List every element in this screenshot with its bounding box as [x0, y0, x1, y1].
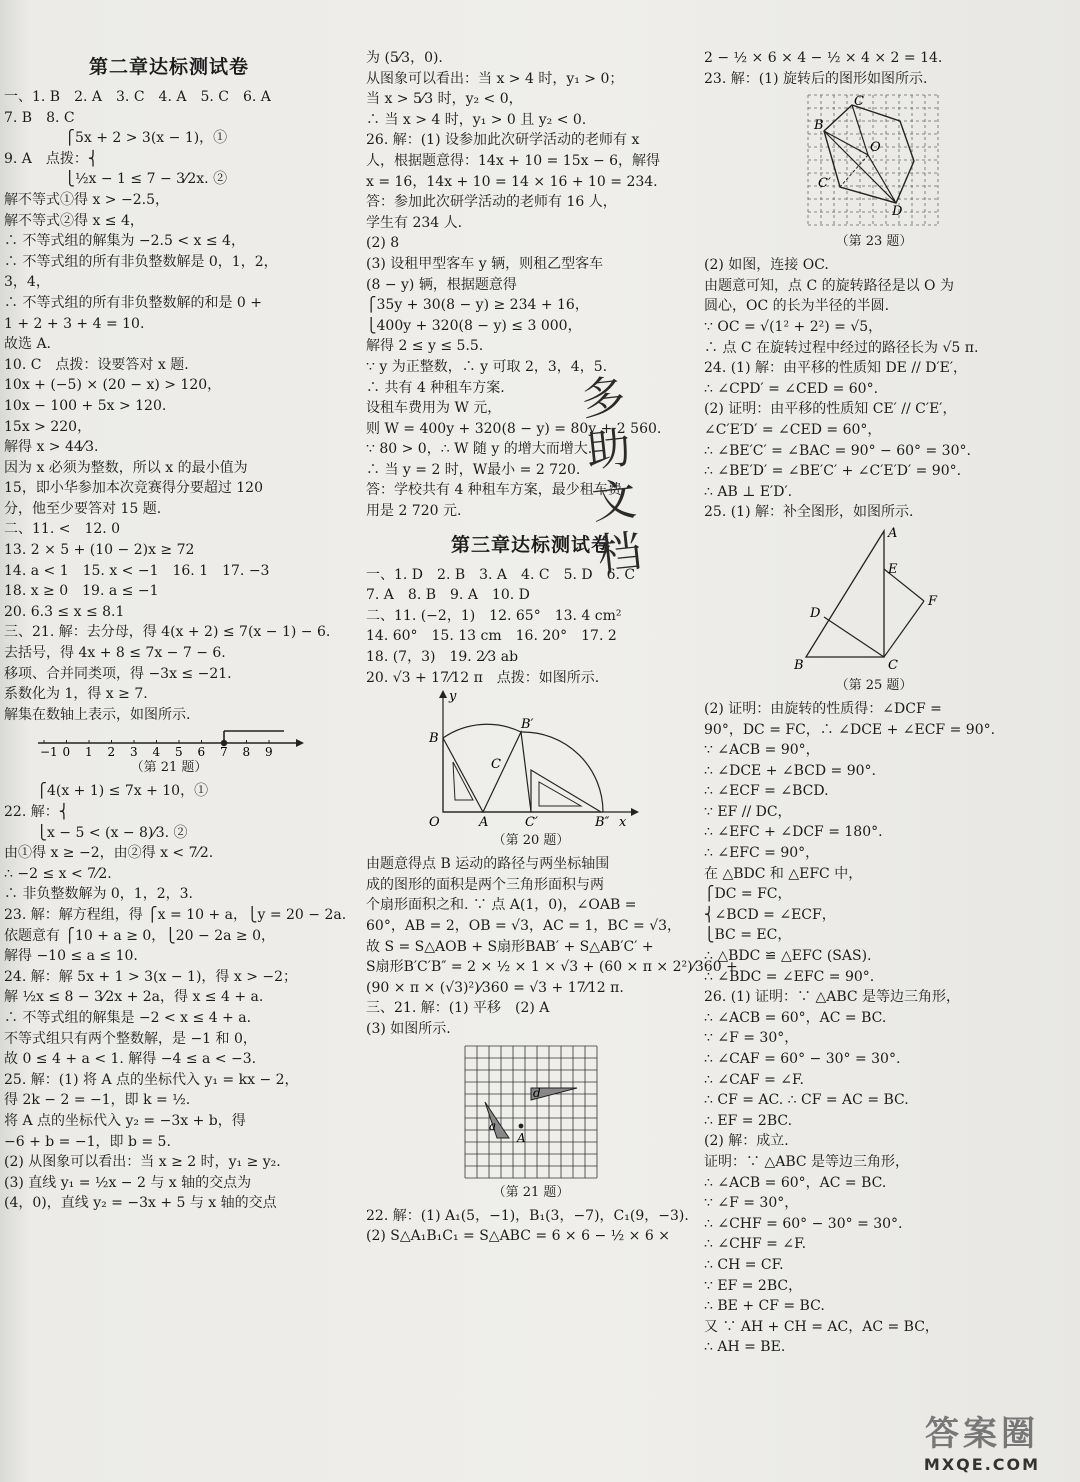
text-line: 故选 A. — [4, 336, 52, 353]
text-line: 22. 解：(1) A₁(5，−1)，B₁(3，−7)，C₁(9，−3). — [366, 1207, 689, 1224]
text-line: 学生有 234 人. — [366, 214, 463, 231]
column-2 — [366, 48, 738, 1247]
text-line: ⎩BC = EC， — [704, 927, 792, 944]
text-line: 解得 2 ≤ y ≤ 5.5. — [366, 338, 484, 355]
text-line: 7. A 8. B 9. A 10. D — [366, 587, 530, 604]
watermark-url: MXQE.COM — [923, 1455, 1041, 1474]
number-line-figure — [34, 727, 304, 757]
text-line: 依题意有 ⎧10 + a ≥ 0，⎩20 − 2a ≥ 0， — [4, 927, 276, 944]
text-line: 14. 60° 15. 13 cm 16. 20° 17. 2 — [366, 628, 617, 645]
text-line: 26. (1) 证明：∵ △ABC 是等边三角形， — [704, 989, 961, 1006]
text-line: 20. 6.3 ≤ x ≤ 8.1 — [4, 603, 125, 620]
text-line: 23. 解：解方程组，得 ⎧x = 10 + a，⎩y = 20 − 2a. — [4, 906, 347, 923]
fig21b-caption: （第 21 题） — [492, 1184, 570, 1200]
text-line: ∴ ∠EFC = 90°， — [704, 845, 820, 862]
label-o: O — [429, 815, 440, 831]
text-line: 10. C 点拨：设要答对 x 题. — [4, 356, 189, 373]
text-line: 10x − 100 + 5x > 120. — [4, 397, 167, 414]
text-line: 60°，AB = 2，OB = √3，AC = 1，BC = √3， — [366, 918, 682, 934]
numberline-tick-label: 8 — [242, 745, 251, 758]
fig23-caption: （第 23 题） — [835, 234, 913, 250]
numberline-tick-label: 4 — [152, 745, 161, 758]
text-line: 用是 2 720 元. — [366, 503, 462, 520]
text-line: 从图象可以看出：当 x > 4 时，y₁ > 0； — [366, 70, 624, 87]
text-line: ∵ EF // DC， — [704, 803, 792, 820]
text-line: 1 + 2 + 3 + 4 = 10. — [4, 315, 145, 332]
text-line: 故 S = S△AOB + S扇形BAB′ + S△AB′C′ + — [366, 938, 654, 955]
numberline-tick-label: 2 — [107, 745, 116, 758]
text-line: (4，0)，直线 y₂ = −3x + 5 与 x 轴的交点 — [4, 1195, 277, 1212]
label-x-axis: x — [619, 815, 627, 831]
fig25-label-c: C — [888, 657, 898, 673]
text-line: 25. 解：(1) 将 A 点的坐标代入 y₁ = kx − 2， — [4, 1071, 299, 1088]
text-line: 解 ½x ≤ 8 − 3⁄2x + 2a，得 x ≤ 4 + a. — [4, 989, 264, 1006]
fig23-label-d: D — [892, 204, 903, 220]
column-1 — [4, 48, 347, 1214]
text-line: 系数化为 1，得 x ≥ 7. — [4, 686, 148, 703]
label-b-prime: B′ — [521, 717, 534, 733]
fig21-grid — [461, 1042, 601, 1182]
text-line: ∵ ∠ACB = 90°， — [704, 742, 820, 759]
text-line: ⎩½x − 1 ≤ 7 − 3⁄2x. ② — [4, 171, 228, 188]
text-line: 二、11. (−2，1) 12. 65° 13. 4 cm² — [366, 607, 622, 624]
text-line: 22. 解：⎨ — [4, 804, 70, 820]
text-line: 23. 解：(1) 旋转后的图形如图所示. — [704, 70, 928, 87]
text-line: 9. A 点拨：⎨ — [4, 150, 99, 167]
text-line: ∴ 不等式组的所有非负整数解的和是 0 + — [4, 294, 262, 311]
fig25-label-f: F — [928, 593, 938, 609]
text-line: ∴ CF = AC. ∴ CF = AC = BC. — [704, 1092, 909, 1109]
text-line: ∴ 不等式组的所有非负整数解是 0，1，2， — [4, 253, 278, 270]
chapter-2-title: 第二章达标测试卷 — [88, 56, 249, 78]
col1-text-block — [4, 87, 334, 725]
fig23-label-c: C — [854, 94, 864, 110]
fig25-diagram — [794, 525, 954, 675]
fig25-label-a: A — [888, 525, 898, 541]
text-line: 设租车费用为 W 元， — [366, 400, 502, 417]
text-line: (2) S△A₁B₁C₁ = S△ABC = 6 × 6 − ½ × 6 × — [366, 1228, 670, 1245]
text-line: 一、1. D 2. B 3. A 4. C 5. D 6. C — [366, 566, 636, 583]
text-line: ∴ ∠ACB = 60°，AC = BC. — [704, 1174, 887, 1191]
fig21-label-a: A — [517, 1130, 526, 1145]
text-line: ∴ 当 x > 4 时，y₁ > 0 且 y₂ < 0. — [366, 111, 587, 128]
text-line: 26. 解：(1) 设参加此次研学活动的老师有 x — [366, 132, 640, 149]
text-line: (2) 如图，连接 OC. — [704, 257, 829, 274]
text-line: 证明：∵ △ABC 是等边三角形， — [704, 1153, 910, 1170]
text-line: 解不等式①得 x > −2.5， — [4, 191, 169, 208]
text-line: (2) 证明：由平移的性质知 CE′ // C′E′， — [704, 401, 957, 418]
text-line: 答：参加此次研学活动的老师有 16 人， — [366, 194, 617, 211]
text-line: 14. a < 1 15. x < −1 16. 1 17. −3 — [4, 562, 270, 579]
text-line: 15，即小华参加本次竞赛得分要超过 120 — [4, 480, 263, 497]
text-line: 得 2k − 2 = −1，即 k = ½. — [4, 1092, 191, 1109]
col3-text-block-3 — [704, 699, 1044, 1358]
text-line: 去括号，得 4x + 8 ≤ 7x − 7 − 6. — [4, 645, 226, 662]
text-line: ∴ EF = 2BC. — [704, 1112, 793, 1129]
text-line: ∴ ∠BE′C′ = ∠BAC = 90° − 60° = 30°. — [704, 442, 971, 459]
text-line: ∵ 80 > 0，∴ W 随 y 的增大而增大. — [366, 441, 593, 458]
text-line: ∴ 不等式组的解集为 −2.5 < x ≤ 4， — [4, 233, 245, 250]
fig21-label-d: d — [533, 1085, 541, 1100]
text-line: ∴ AH = BE. — [704, 1339, 786, 1356]
text-line: (2) 从图象可以看出：当 x ≥ 2 时，y₁ ≥ y₂. — [4, 1154, 281, 1171]
text-line: ∵ ∠F = 30°， — [704, 1030, 799, 1047]
text-line: 为 (5⁄3，0). — [366, 50, 443, 66]
text-line: 2 − ½ × 6 × 4 − ½ × 4 × 2 = 14. — [704, 50, 943, 66]
text-line: ∴ ∠ACB = 60°，AC = BC. — [704, 1009, 887, 1026]
fig23-label-b: B — [814, 118, 824, 134]
text-line: 24. (1) 解：由平移的性质知 DE // D′E′， — [704, 360, 968, 377]
numberline-tick-label: 0 — [62, 745, 71, 758]
fig25-caption: （第 25 题） — [835, 677, 913, 693]
text-line: 个扇形面积之和. ∵ 点 A(1，0)，∠OAB = — [366, 897, 637, 914]
fig23-grid — [804, 91, 944, 231]
text-line: 圆心，OC 的长为半径的半圆. — [704, 298, 890, 315]
numberline-tick-label: 7 — [220, 745, 228, 758]
text-line: 故 0 ≤ 4 + a < 1. 解得 −4 ≤ a < −3. — [4, 1051, 257, 1068]
fig20-diagram — [421, 690, 641, 830]
col2-text-block-4 — [366, 1206, 696, 1247]
label-b: B — [429, 731, 439, 747]
text-line: ⎧35y + 30(8 − y) ≥ 234 + 16， — [366, 297, 589, 314]
text-line: ∴ 非负整数解为 0，1，2，3. — [4, 886, 193, 903]
label-b-dprime: B″ — [595, 815, 610, 831]
text-line: 由①得 x ≥ −2，由②得 x < 7⁄2. — [4, 845, 214, 862]
text-line: 解得 x > 44⁄3. — [4, 439, 99, 456]
label-c-prime: C′ — [525, 815, 538, 831]
text-line: ∴ ∠CHF = 60° − 30° = 30°. — [704, 1215, 903, 1232]
watermark-logo-text: 答案圈 — [925, 1414, 1039, 1454]
text-line: 则 W = 400y + 320(8 − y) = 80y + 2 560. — [366, 420, 662, 437]
text-line: 分，他至少要答对 15 题. — [4, 500, 162, 517]
text-line: 成的图形的面积是两个三角形面积与两 — [366, 876, 604, 893]
text-line: 24. 解：解 5x + 1 > 3(x − 1)，得 x > −2； — [4, 968, 298, 985]
text-line: 解得 −10 ≤ a ≤ 10. — [4, 948, 138, 965]
fig25-label-d: D — [810, 605, 821, 621]
fig23-label-c-prime: C′ — [818, 176, 831, 192]
text-line: 由题意得点 B 运动的路径与两坐标轴围 — [366, 856, 610, 873]
fig21-caption: （第 21 题） — [130, 760, 208, 776]
text-line: 由题意可知，点 C 的旋转路径是以 O 为 — [704, 277, 954, 294]
col2-text-block-3 — [366, 854, 738, 1039]
text-line: ∴ ∠DCE + ∠BCD = 90°. — [704, 762, 876, 779]
text-line: ∴ AB ⊥ E′D′. — [704, 483, 793, 500]
text-line: 3，4， — [4, 274, 50, 291]
text-line: (3) 如图所示. — [366, 1020, 451, 1037]
text-line: 因为 x 必须为整数，所以 x 的最小值为 — [4, 459, 248, 476]
text-line: ∴ ∠ECF = ∠BCD. — [704, 783, 829, 800]
text-line: ∴ 当 y = 2 时，W最小 = 2 720. — [366, 461, 581, 478]
fig25-label-e: E — [888, 561, 898, 577]
text-line: (90 × π × (√3)²)⁄360 = √3 + 17⁄12 π. — [366, 979, 624, 996]
label-y-axis: y — [449, 690, 457, 705]
numberline-tick-label: 6 — [197, 745, 206, 758]
text-line: ⎨∠BCD = ∠ECF， — [704, 906, 836, 923]
fig25-label-b: B — [794, 657, 804, 673]
col3-text-block-2 — [704, 255, 1044, 523]
text-line: 又 ∵ AH + CH = AC，AC = BC， — [704, 1318, 939, 1335]
handwritten-annotation: 多 助 文 档 — [578, 370, 645, 582]
text-line: ∴ BE + CF = BC. — [704, 1298, 825, 1315]
text-line: 在 △BDC 和 △EFC 中， — [704, 865, 863, 882]
chapter-3-title: 第三章达标测试卷 — [450, 533, 611, 556]
text-line: ∵ y 为正整数，∴ y 可取 2，3，4，5. — [366, 358, 608, 375]
text-line: 不等式组只有两个整数解，是 −1 和 0， — [4, 1030, 257, 1047]
col1-text-block-2 — [4, 781, 347, 1213]
text-line: ∴ ∠BE′D′ = ∠BE′C′ + ∠C′E′D′ = 90°. — [704, 463, 962, 480]
col3-text-block — [704, 48, 1044, 89]
text-line: 18. x ≥ 0 19. a ≤ −1 — [4, 583, 159, 600]
label-a: A — [479, 815, 489, 831]
text-line: ∠C′E′D′ = ∠CED = 60°， — [704, 421, 882, 438]
text-line: 答：学校共有 4 种租车方案，最少租车费 — [366, 482, 622, 499]
text-line: 三、21. 解：去分母，得 4(x + 2) ≤ 7(x − 1) − 6. — [4, 624, 331, 641]
text-line: S扇形B′C′B″ = 2 × ½ × 1 × √3 + (60 × π × 2²)⁄360 + — [366, 959, 738, 976]
text-line: ⎩x − 5 < (x − 8)⁄3. ② — [4, 824, 188, 841]
text-line: ∴ △BDC ≌ △EFC (SAS). — [704, 948, 872, 965]
text-line: 将 A 点的坐标代入 y₂ = −3x + b，得 — [4, 1112, 246, 1129]
text-line: ∴ 不等式组的解集是 −2 < x ≤ 4 + a. — [4, 1009, 252, 1026]
text-line: 13. 2 × 5 + (10 − 2)x ≥ 72 — [4, 542, 195, 559]
text-line: ⎧5x + 2 > 3(x − 1)，① — [4, 130, 228, 147]
text-line: ∴ ∠CAF = 60° − 30° = 30°. — [704, 1051, 901, 1067]
text-line: 25. (1) 解：补全图形，如图所示. — [704, 504, 914, 521]
numberline-tick-label: −1 — [40, 745, 58, 758]
text-line: ∴ ∠BDC = ∠EFC = 90°. — [704, 968, 875, 985]
text-line: 一、1. B 2. A 3. C 4. A 5. C 6. A — [4, 89, 271, 105]
text-line: ∴ ∠CHF = ∠F. — [704, 1236, 807, 1253]
text-line: ∴ −2 ≤ x < 7⁄2. — [4, 865, 112, 882]
text-line: ∴ ∠CPD′ = ∠CED = 60°. — [704, 380, 879, 397]
text-line: ∴ 点 C 在旋转过程中经过的路径长为 √5 π. — [704, 339, 979, 356]
numberline-tick-label: 3 — [130, 745, 138, 758]
text-line: 解集在数轴上表示，如图所示. — [4, 706, 191, 723]
text-line: ⎧4(x + 1) ≤ 7x + 10，① — [4, 783, 209, 800]
numberline-tick-label: 9 — [265, 745, 273, 758]
text-line: 移项、合并同类项，得 −3x ≤ −21. — [4, 665, 232, 682]
text-line: 90°，DC = FC，∴ ∠DCE + ∠ECF = 90°. — [704, 721, 996, 738]
text-line: ∵ OC = √(1² + 2²) = √5， — [704, 318, 883, 335]
fig23-label-o: O — [870, 140, 881, 156]
text-line: ∴ 共有 4 种租车方案. — [366, 379, 505, 396]
text-line: 10x + (−5) × (20 − x) > 120， — [4, 377, 222, 394]
text-line: ∴ ∠EFC + ∠DCF = 180°. — [704, 824, 883, 841]
text-line: ∴ ∠CAF = ∠F. — [704, 1071, 804, 1088]
text-line: 18. (7，3) 19. 2⁄3 ab — [366, 649, 519, 666]
text-line: −6 + b = −1，即 b = 5. — [4, 1133, 171, 1150]
label-c: C — [491, 757, 501, 773]
text-line: 7. B 8. C — [4, 109, 75, 126]
text-line: x = 16，14x + 10 = 14 × 16 + 10 = 234. — [366, 173, 658, 190]
fig20-caption: （第 20 题） — [492, 833, 570, 849]
numberline-tick-label: 5 — [175, 745, 183, 758]
site-watermark — [902, 1406, 1062, 1474]
text-line: ∵ ∠F = 30°， — [704, 1195, 799, 1212]
text-line: 20. √3 + 17⁄12 π 点拨：如图所示. — [366, 669, 600, 686]
text-line: 15x > 220， — [4, 418, 92, 435]
text-line: ⎩400y + 320(8 − y) ≤ 3 000， — [366, 317, 582, 334]
text-line: 三、21. 解：(1) 平移 (2) A — [366, 1000, 550, 1017]
text-line: 人，根据题意得：14x + 10 = 15x − 6，解得 — [366, 152, 661, 169]
text-line: (8 − y) 辆，根据题意得 — [366, 276, 517, 293]
text-line: (2) 8 — [366, 235, 400, 252]
numberline-tick-label: 1 — [85, 745, 93, 758]
text-line: ∴ CH = CF. — [704, 1256, 784, 1273]
text-line: 二、11. < 12. 0 — [4, 521, 121, 538]
column-3 — [704, 48, 1044, 1358]
text-line: 当 x > 5⁄3 时，y₂ < 0， — [366, 91, 523, 108]
text-line: (3) 设租甲型客车 y 辆，则租乙型客车 — [366, 255, 604, 272]
text-line: ⎧DC = FC， — [704, 886, 792, 903]
text-line: (2) 证明：由旋转的性质得：∠DCF = — [704, 700, 942, 717]
fig21-label-a-small: a — [489, 1118, 497, 1133]
text-line: 解不等式②得 x ≤ 4， — [4, 212, 144, 229]
text-line: ∵ EF = 2BC， — [704, 1277, 803, 1294]
text-line: (3) 直线 y₁ = ½x − 2 与 x 轴的交点为 — [4, 1174, 252, 1191]
text-line: (2) 解：成立. — [704, 1133, 789, 1150]
